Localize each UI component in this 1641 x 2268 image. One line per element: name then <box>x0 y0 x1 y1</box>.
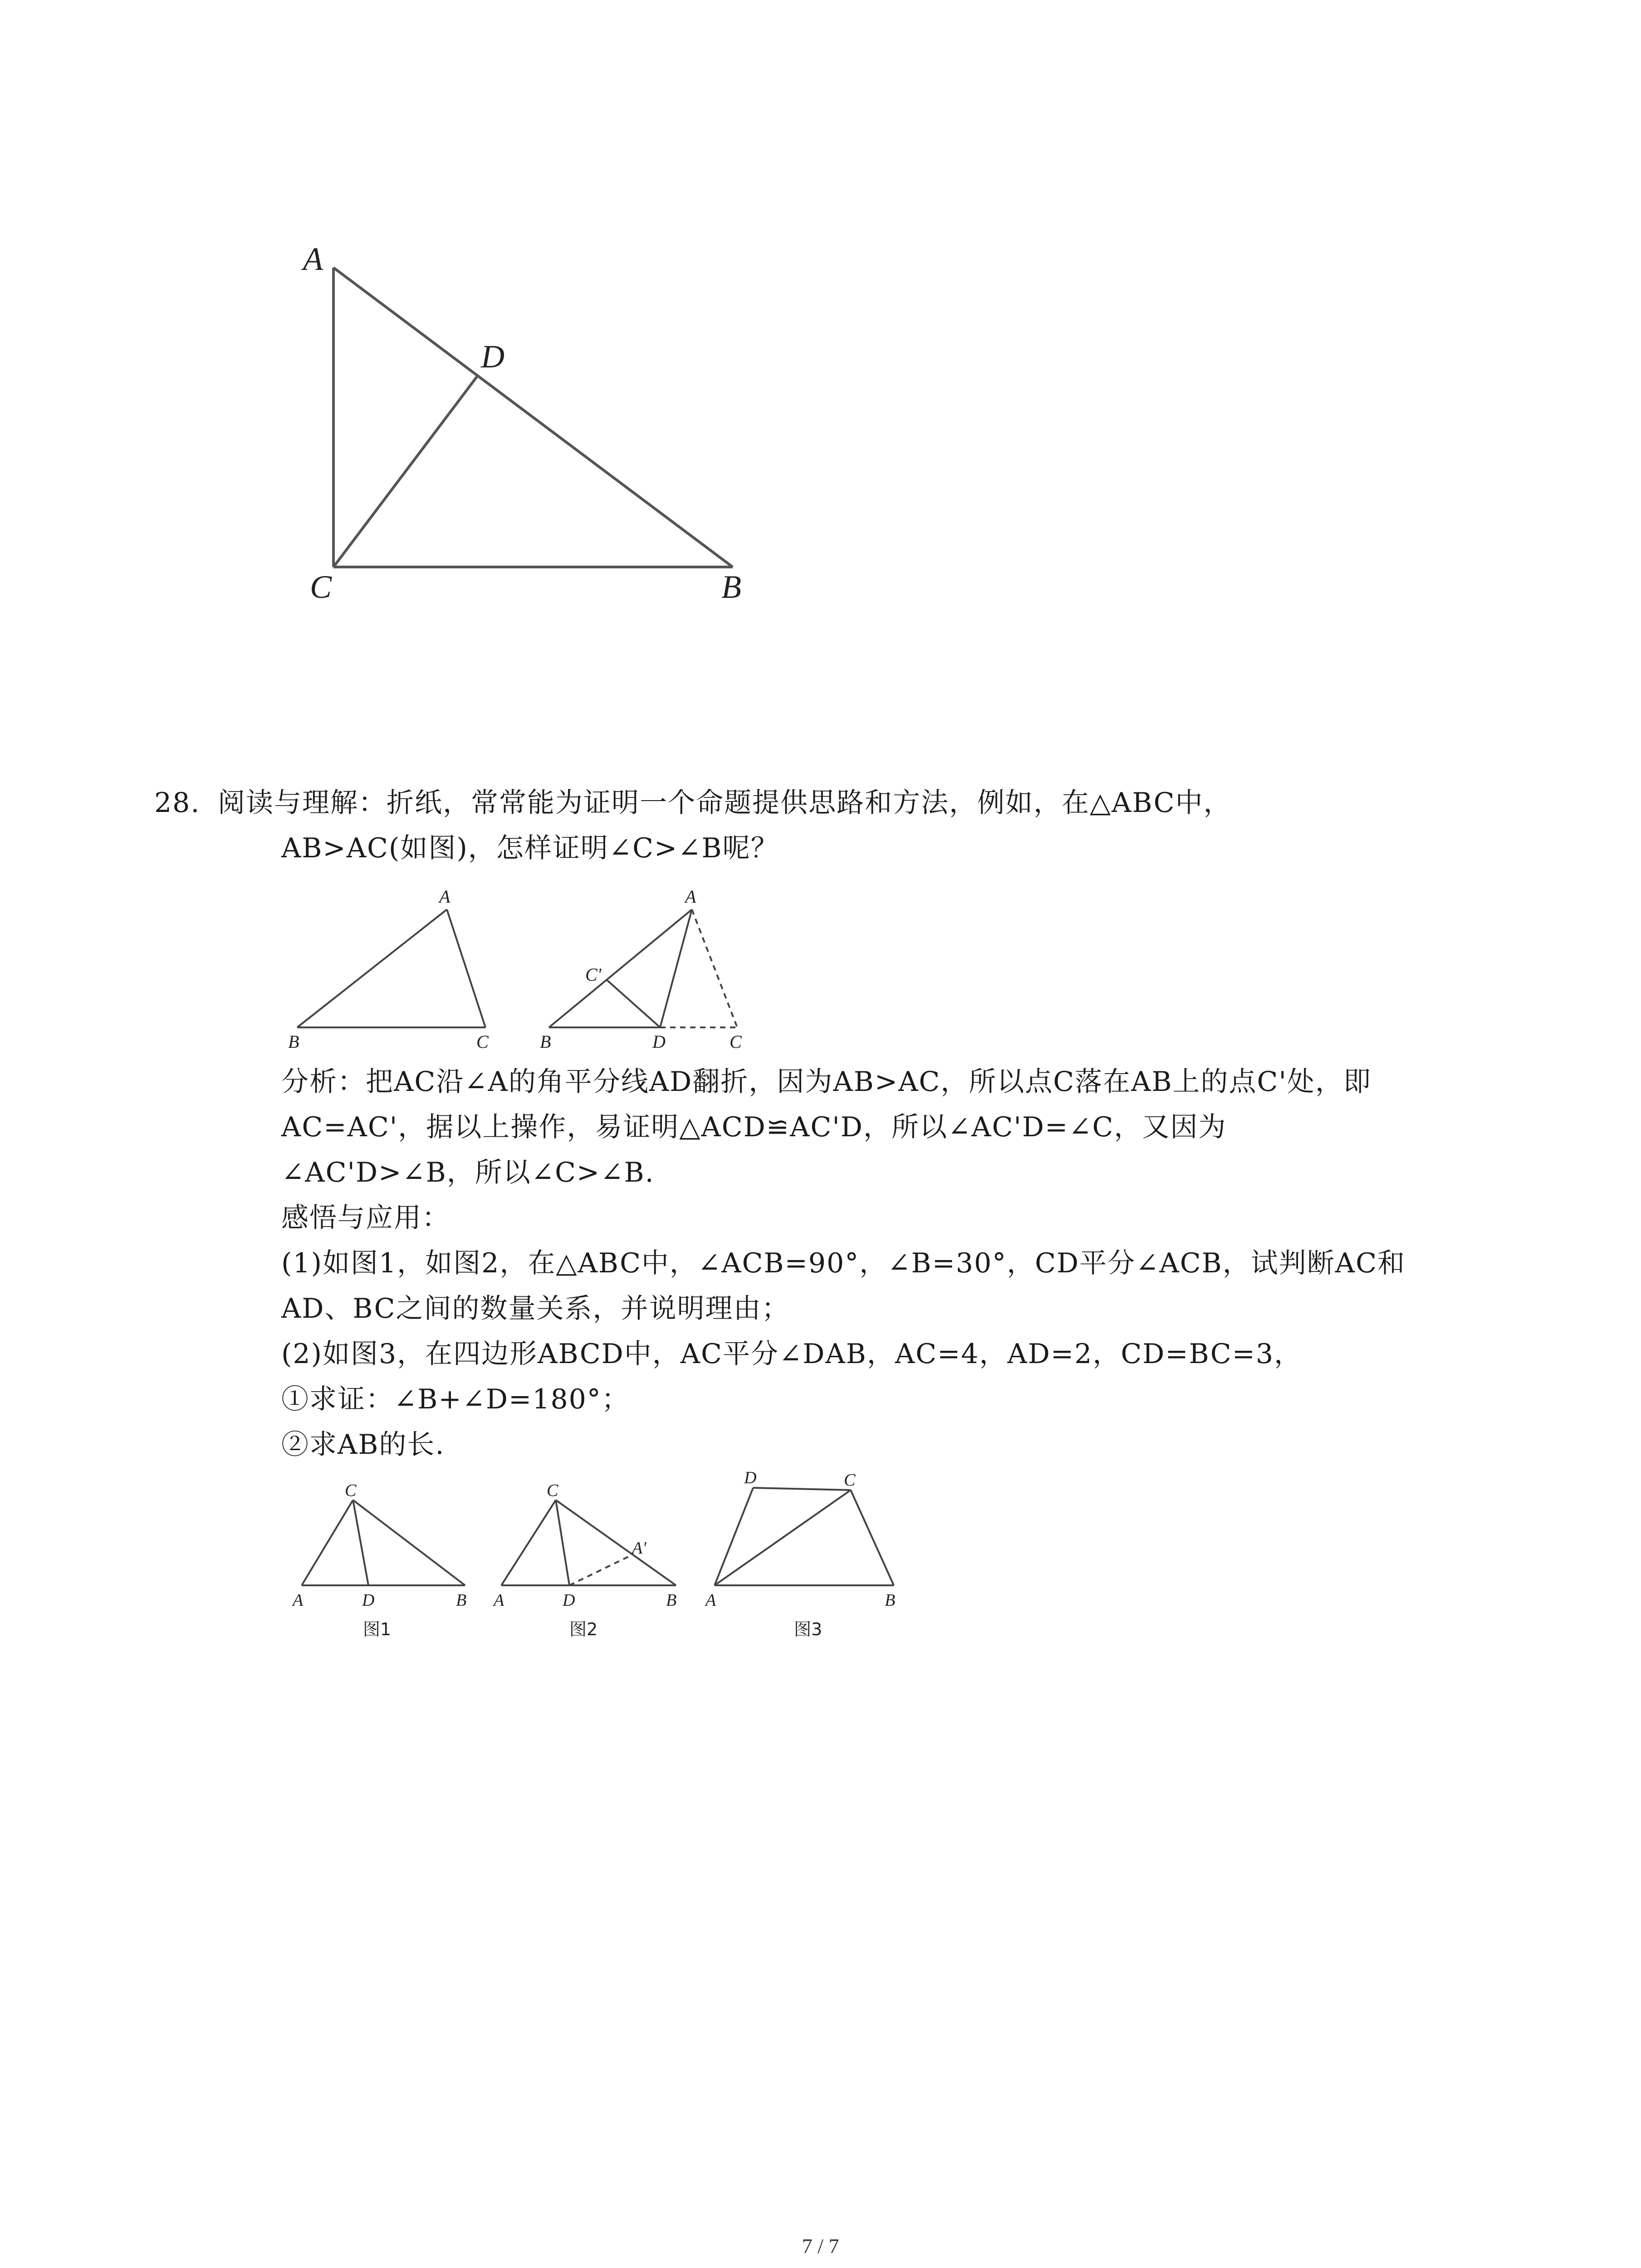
figure-2 <box>492 1481 676 1639</box>
svg-text:B: B <box>540 1031 551 1052</box>
analysis-line-3: ∠AC'D>∠B，所以∠C>∠B. <box>281 1157 655 1188</box>
example-figures <box>0 880 1641 1061</box>
analysis-line-2: AC=AC'，据以上操作，易证明△ACD≌AC'D，所以∠AC'D=∠C，又因为 <box>281 1111 1227 1143</box>
svg-text:C: C <box>547 1481 558 1500</box>
analysis-line-1: 分析：把AC沿∠A的角平分线AD翻折，因为AB>AC，所以点C落在AB上的点C'处，即 <box>281 1066 1372 1098</box>
segment-cd <box>333 376 478 567</box>
part-1-line-1: (1)如图1，如图2，在△ABC中，∠ACB=90°，∠B=30°，CD平分∠ACB，试判断AC和 <box>281 1247 1406 1279</box>
label-c: C <box>310 569 332 605</box>
example-triangle-right <box>540 886 742 1052</box>
label-a: A <box>303 241 323 277</box>
svg-text:A: A <box>494 1591 505 1610</box>
question-number: 28. <box>154 787 201 819</box>
svg-text:C: C <box>730 1031 742 1052</box>
svg-text:B: B <box>456 1591 467 1610</box>
part-2-sub-1: ①求证：∠B+∠D=180°； <box>281 1383 630 1415</box>
page-number: 7 / 7 <box>802 2234 839 2258</box>
part-1-line-2: AD、BC之间的数量关系，并说明理由； <box>281 1293 790 1325</box>
figure-3 <box>704 1468 895 1639</box>
svg-text:D: D <box>744 1468 757 1487</box>
figure-2-caption: 图2 <box>569 1619 598 1639</box>
figure-3-caption: 图3 <box>794 1619 823 1639</box>
svg-text:C: C <box>844 1471 856 1490</box>
example-triangle-left <box>288 886 489 1052</box>
figure-1-caption: 图1 <box>363 1619 392 1639</box>
segment-ab <box>333 268 733 567</box>
svg-text:A: A <box>685 886 696 907</box>
label-b: B <box>721 569 741 605</box>
svg-text:A: A <box>439 886 451 907</box>
svg-text:B: B <box>885 1591 896 1610</box>
bottom-figures <box>0 1470 1641 1651</box>
figure-1 <box>291 1481 466 1639</box>
svg-text:B: B <box>288 1031 299 1052</box>
question-line-1: 28. 阅读与理解：折纸，常常能为证明一个命题提供思路和方法，例如，在△ABC中， <box>218 780 1425 826</box>
insight-title: 感悟与应用： <box>281 1202 450 1234</box>
problem-28 <box>154 780 1425 871</box>
svg-text:D: D <box>362 1591 375 1610</box>
svg-text:D: D <box>563 1591 575 1610</box>
svg-text:D: D <box>652 1031 666 1052</box>
top-triangle-figure <box>0 0 1641 680</box>
svg-text:B: B <box>666 1591 677 1610</box>
part-2-sub-2: ②求AB的长. <box>281 1429 445 1461</box>
svg-text:A: A <box>293 1591 304 1610</box>
svg-text:C: C <box>476 1031 489 1052</box>
analysis-section <box>218 1059 1425 1467</box>
svg-text:C: C <box>345 1481 357 1500</box>
question-line-2: AB>AC(如图)，怎样证明∠C>∠B呢？ <box>281 832 779 864</box>
svg-text:A': A' <box>632 1539 647 1558</box>
svg-text:A: A <box>705 1591 716 1610</box>
part-2-line-1: (2)如图3，在四边形ABCD中，AC平分∠DAB，AC=4，AD=2，CD=BC=3， <box>281 1338 1303 1370</box>
label-d: D <box>481 338 505 375</box>
svg-text:C': C' <box>585 964 602 985</box>
